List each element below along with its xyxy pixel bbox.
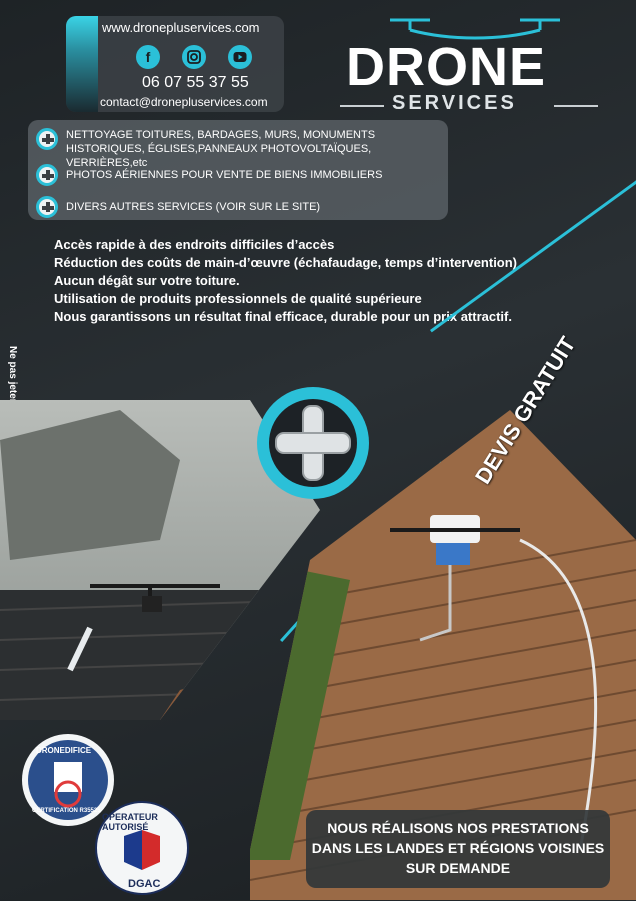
big-plus-icon <box>254 384 372 502</box>
free-quote-label <box>470 332 630 489</box>
contact-panel <box>66 16 284 112</box>
badge-title: OPERATEUR AUTORISÉ <box>102 812 158 832</box>
service-label: DIVERS AUTRES SERVICES (VOIR SUR LE SITE) <box>66 201 321 213</box>
service-area-line: SUR DEMANDE <box>405 860 511 876</box>
benefit-item: Aucun dégât sur votre toiture. <box>54 273 240 288</box>
plus-icon <box>36 196 58 218</box>
benefit-item: Nous garantissons un résultat final efficace, durable pour un prix attractif. <box>54 309 512 324</box>
service-label: PHOTOS AÉRIENNES POUR VENTE DE BIENS IMMOBILIERS <box>66 169 383 181</box>
drone-services-logo <box>340 14 600 120</box>
badge-subtitle: DGAC <box>128 878 161 890</box>
benefit-item: Accès rapide à des endroits difficiles d’accès <box>54 237 335 252</box>
services-box <box>28 120 448 220</box>
instagram-icon[interactable] <box>182 45 206 69</box>
facebook-icon[interactable]: f <box>136 45 160 69</box>
service-item <box>36 164 382 186</box>
plus-icon <box>36 164 58 186</box>
logo-sub: SERVICES <box>392 92 517 114</box>
website-link[interactable]: www.dronepluservices.com <box>102 20 260 35</box>
benefit-item: Réduction des coûts de main-d’œuvre (échafaudage, temps d’intervention) <box>54 255 518 270</box>
service-item <box>36 196 320 218</box>
email-link[interactable]: contact@dronepluservices.com <box>100 95 268 109</box>
logo-word: DRONE <box>346 37 547 97</box>
benefits-list <box>54 236 517 326</box>
logo-line-left <box>340 105 384 107</box>
service-area-box <box>306 810 610 888</box>
badge-title: DRONEDIFICE <box>36 746 92 755</box>
service-area-line: NOUS RÉALISONS NOS PRESTATIONS <box>327 820 589 836</box>
youtube-icon[interactable] <box>228 45 252 69</box>
plus-icon <box>36 128 58 150</box>
badge-subtitle: CERTIFICATION R35525 <box>32 808 101 814</box>
service-area-line: DANS LES LANDES ET RÉGIONS VOISINES <box>311 840 605 856</box>
service-label: NETTOYAGE TOITURES, BARDAGES, MURS, MONUMENTS HISTORIQUES, ÉGLISES,PANNEAUX PHOTOVOLTAÏQUES, VERRIÈRES,etc <box>66 129 376 169</box>
free-quote-text: DEVIS GRATUIT <box>470 332 581 489</box>
dgac-badge <box>94 800 190 896</box>
benefit-item: Utilisation de produits professionnels de qualité supérieure <box>54 291 422 306</box>
logo-line-right <box>554 105 598 107</box>
contact-accent-bar <box>66 16 98 112</box>
phone-number[interactable]: 06 07 55 37 55 <box>142 74 249 91</box>
